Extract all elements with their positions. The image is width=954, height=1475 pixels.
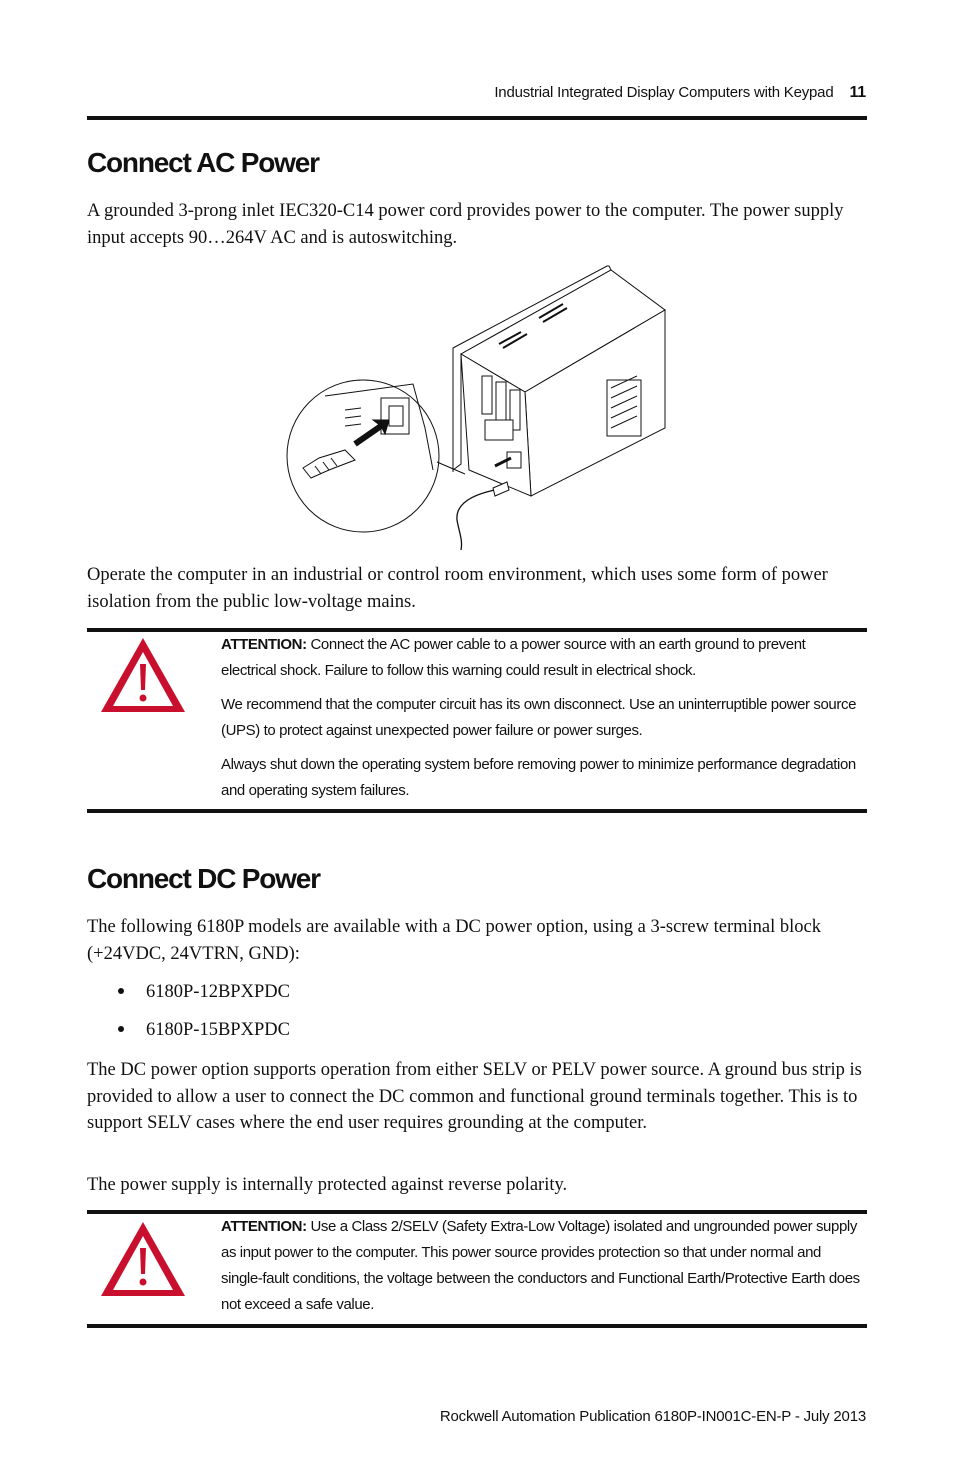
- page-number: 11: [849, 84, 866, 101]
- model-number: 6180P-12BPXPDC: [146, 982, 290, 1002]
- ac-attention-paragraph-3: Always shut down the operating system before removing power to minimize performance degradation and operating system failures.: [221, 756, 856, 799]
- dc-attention-bottom-rule: [87, 1324, 867, 1328]
- list-item: [118, 982, 290, 1003]
- warning-triangle-icon: [99, 1220, 187, 1298]
- dc-power-heading: Connect DC Power: [87, 863, 320, 894]
- model-number: 6180P-15BPXPDC: [146, 1020, 290, 1040]
- ac-power-heading: Connect AC Power: [87, 147, 319, 178]
- warning-triangle-icon: [99, 636, 187, 714]
- running-header: [494, 84, 866, 102]
- dc-intro-paragraph: The following 6180P models are available with a DC power option, using a 3-screw terminal block (+24VDC, 24VTRN, GND):: [87, 917, 822, 964]
- ac-attention-bottom-rule: [87, 809, 867, 813]
- publication-footer: Rockwell Automation Publication 6180P-IN001C-EN-P - July 2013: [439, 1408, 866, 1425]
- attention-label: ATTENTION:: [221, 1218, 307, 1235]
- dc-attention-paragraph: [221, 1214, 861, 1318]
- header-rule: [87, 116, 867, 120]
- list-item: [118, 1020, 290, 1041]
- ac-attention-paragraph-1: [221, 632, 861, 684]
- polarity-paragraph: The power supply is internally protected against reverse polarity.: [87, 1175, 568, 1195]
- attention-text: Use a Class 2/SELV (Safety Extra-Low Voltage) isolated and ungrounded power supply as input power to the computer. This power source provides protection so that under normal and single-fault conditions, the voltage between the conductors and Functional Earth/Protective Earth does not exceed a safe value.: [221, 1218, 860, 1313]
- environment-paragraph: Operate the computer in an industrial or control room environment, which uses some form of power isolation from the public low-voltage mains.: [87, 565, 828, 612]
- selv-paragraph: The DC power option supports operation from either SELV or PELV power source. A ground bus strip is provided to allow a user to connect the DC common and functional ground terminals together. This is to support SELV cases where the end user requires grounding at the computer.: [87, 1060, 862, 1133]
- bullet-icon: [118, 988, 124, 994]
- ac-power-connection-figure: [285, 260, 675, 550]
- ac-attention-paragraph-2: We recommend that the computer circuit has its own disconnect. Use an uninterruptible power source (UPS) to protect against unexpected power failure or power surges.: [221, 696, 857, 739]
- attention-label: ATTENTION:: [221, 636, 307, 653]
- ac-intro-paragraph: A grounded 3-prong inlet IEC320-C14 power cord provides power to the computer. The power supply input accepts 90…264V AC and is autoswitching.: [87, 201, 844, 248]
- attention-text: Connect the AC power cable to a power source with an earth ground to prevent electrical shock. Failure to follow this warning could result in electrical shock.: [221, 636, 806, 679]
- running-title: Industrial Integrated Display Computers with Keypad: [494, 84, 834, 101]
- bullet-icon: [118, 1026, 124, 1032]
